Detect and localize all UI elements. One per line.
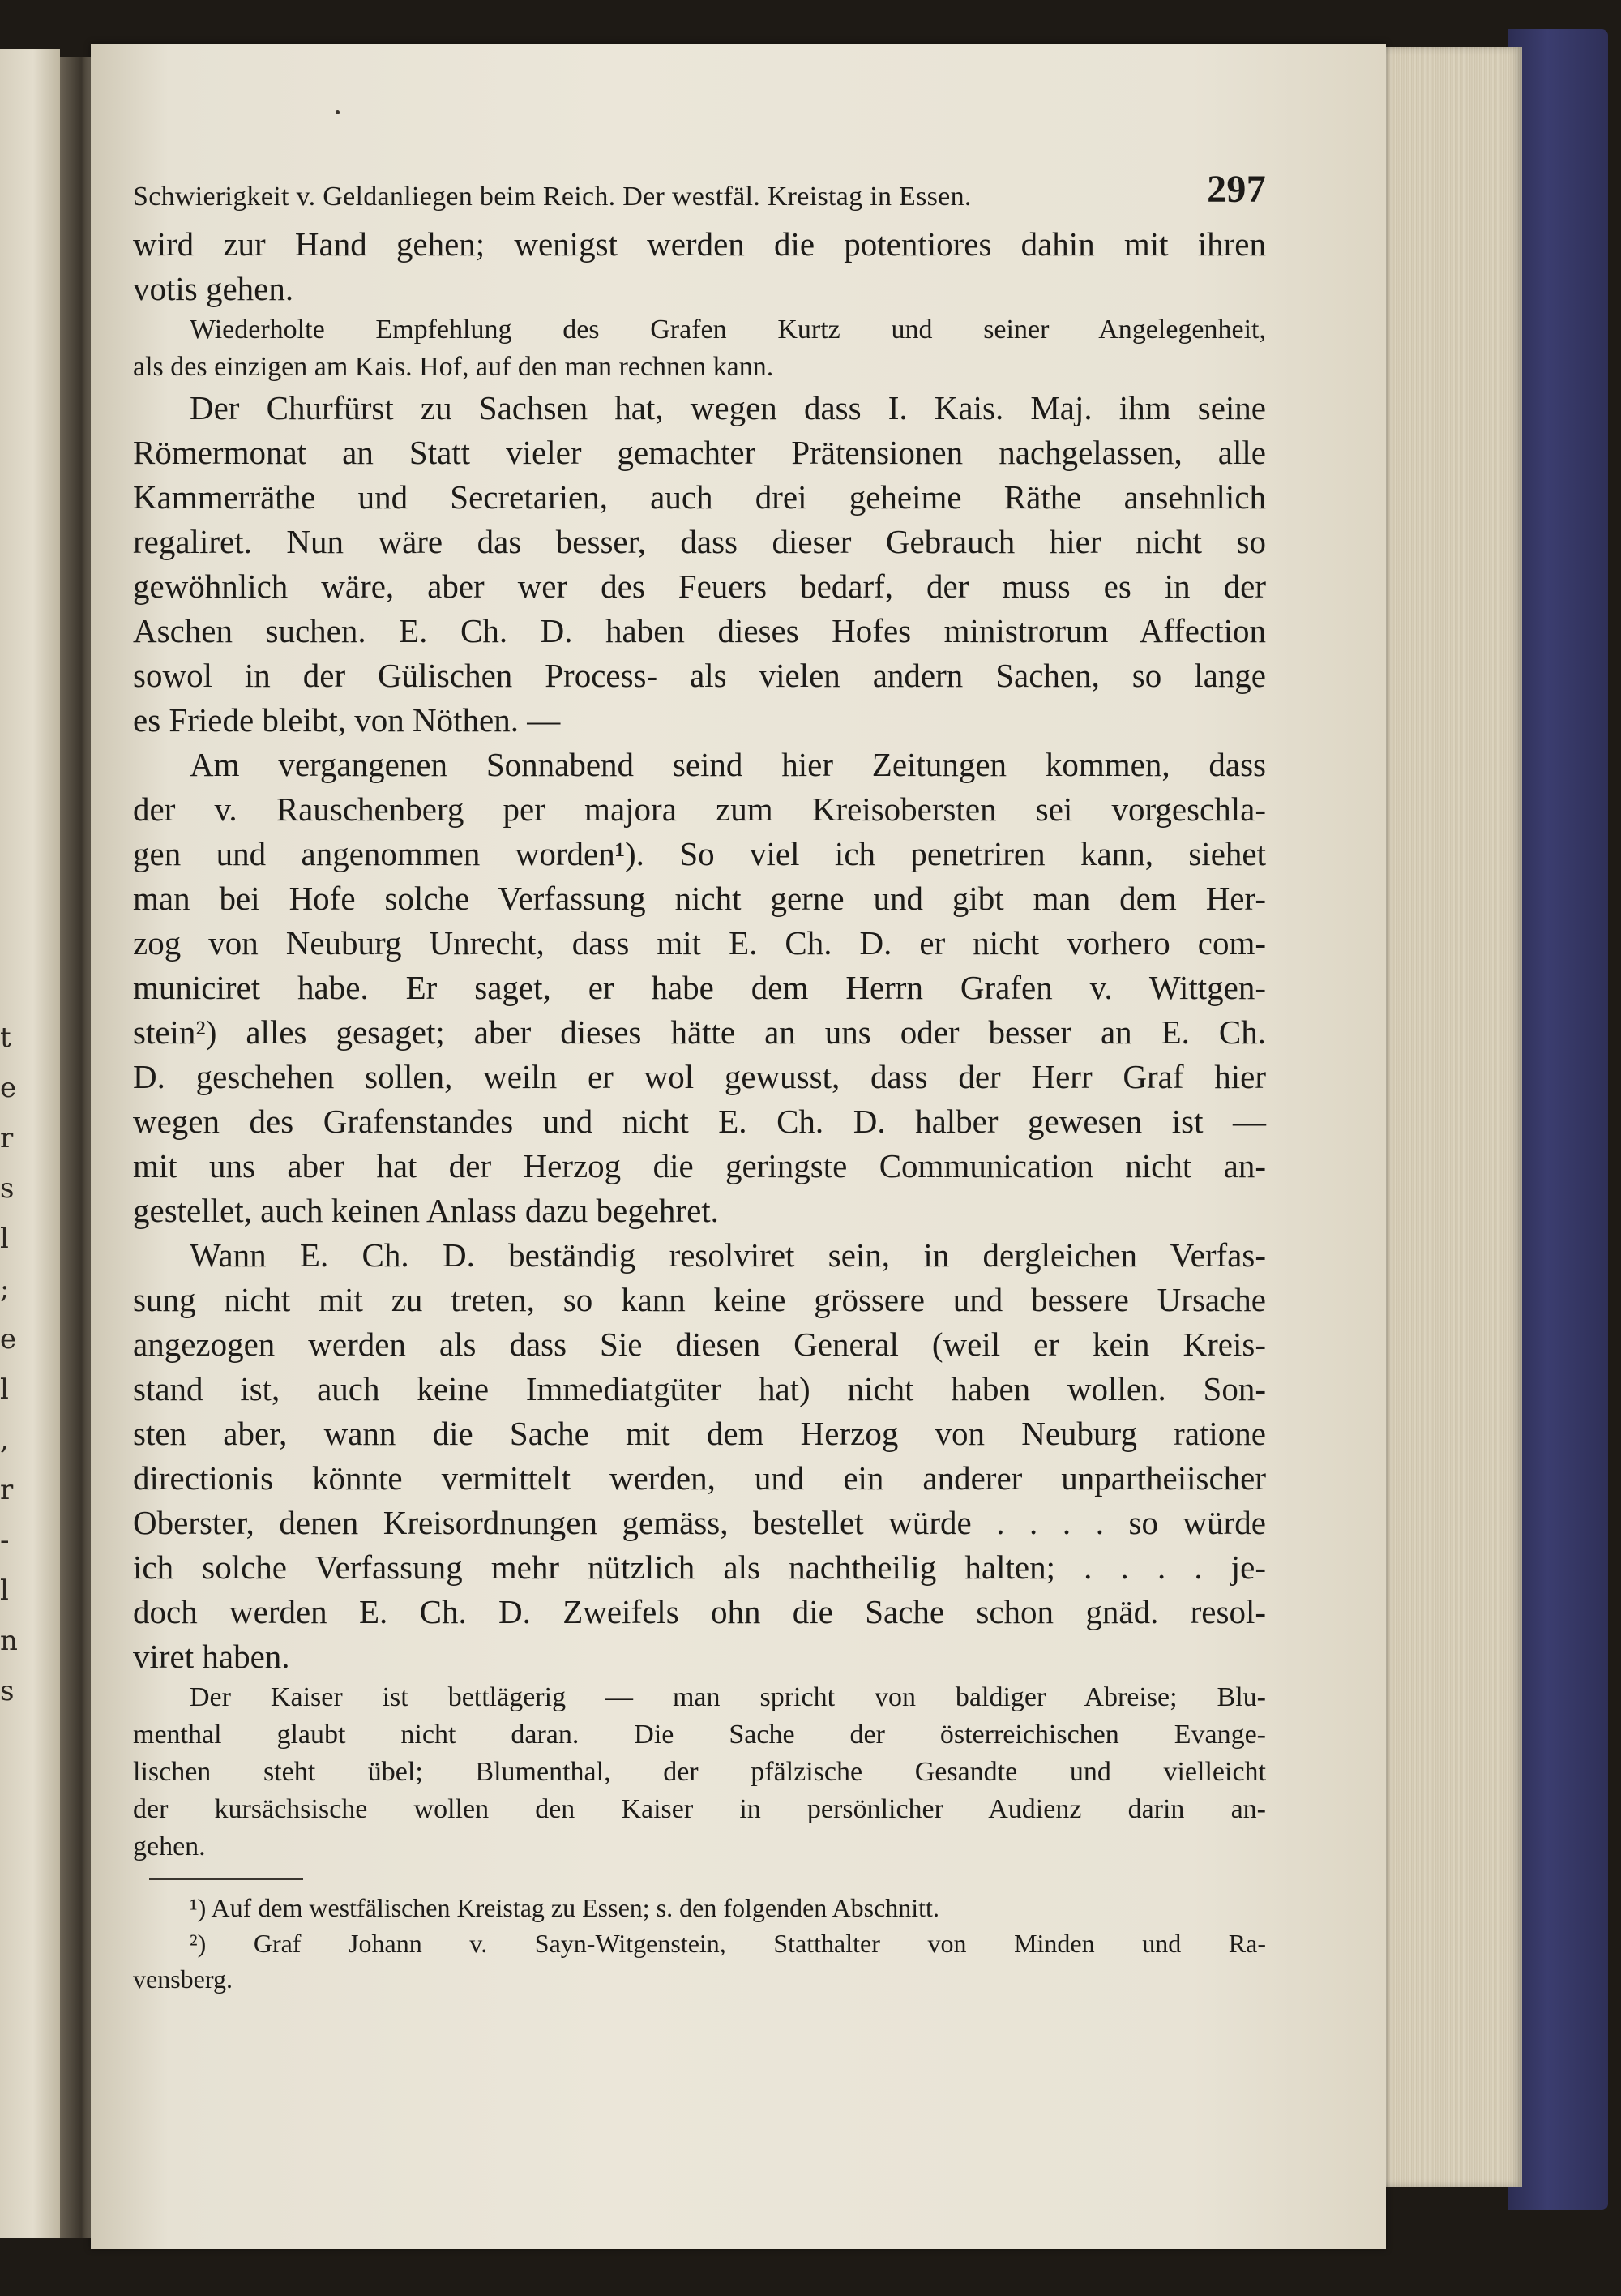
footnote-line: ¹) Auf dem westfälischen Kreistag zu Essen; s. den folgenden Abschnitt. [190,1893,939,1922]
margin-fragment: s [0,1172,15,1205]
text-line: wegen des Grafenstandes und nicht E. Ch. D. halber gewesen ist — [133,1103,1266,1140]
text-line: directionis könnte vermittelt werden, und ein anderer unpartheiischer [133,1459,1266,1497]
text-line: votis gehen. [133,270,294,307]
text-line: sung nicht mit zu treten, so kann keine grössere und bessere Ursache [133,1281,1266,1318]
text-line: zog von Neuburg Unrecht, dass mit E. Ch. D. er nicht vorhero com- [133,924,1266,962]
text-line: Oberster, denen Kreisordnungen gemäss, bestellet würde . . . . so würde [133,1504,1266,1541]
text-line: gen und angenommen worden¹). So viel ich penetriren kann, siehet [133,835,1266,872]
margin-fragment: n [0,1625,18,1657]
margin-fragment: - [0,1524,10,1557]
summary-line: menthal glaubt nicht daran. Die Sache der österreichischen Evange- [133,1720,1266,1750]
summary-line: der kursächsische wollen den Kaiser in persönlicher Audienz darin an- [133,1794,1266,1824]
book-page [91,44,1386,2249]
previous-page-fragments [0,1022,32,2075]
text-line: ich solche Verfassung mehr nützlich als nachtheilig halten; . . . . je- [133,1549,1266,1586]
summary-line: gehen. [133,1831,206,1861]
text-line: Am vergangenen Sonnabend seind hier Zeitungen kommen, dass [190,746,1266,783]
summary-line: als des einzigen am Kais. Hof, auf den man rechnen kann. [133,352,774,382]
margin-fragment: s [0,1675,15,1707]
margin-fragment: l [0,1574,9,1607]
summary-line: Wiederholte Empfehlung des Grafen Kurtz und seiner Angelegenheit, [190,315,1266,345]
text-line: D. geschehen sollen, weiln er wol gewusst, dass der Herr Graf hier [133,1058,1266,1095]
footnote-rule [149,1878,303,1880]
page-number: 297 [1207,168,1266,211]
margin-fragment: t [0,1022,11,1054]
text-line: municiret habe. Er saget, er habe dem Herrn Grafen v. Wittgen- [133,969,1266,1006]
text-line: Wann E. Ch. D. beständig resolviret sein, in dergleichen Verfas- [190,1236,1266,1274]
margin-fragment: , [0,1424,9,1456]
text-line: viret haben. [133,1638,290,1675]
book-cover-edge [1508,29,1608,2210]
text-line: gestellet, auch keinen Anlass dazu begehret. [133,1192,719,1229]
text-line: es Friede bleibt, von Nöthen. — [133,701,561,739]
footnotes [133,1890,1266,1997]
footnote-line: vensberg. [133,1964,233,1994]
margin-fragment: l [0,1223,9,1255]
text-line: wird zur Hand gehen; wenigst werden die potentiores dahin mit ihren [133,225,1266,263]
footnote-line: ²) Graf Johann v. Sayn-Witgenstein, Statthalter von Minden und Ra- [190,1929,1266,1958]
margin-fragment: ; [0,1273,10,1305]
text-line: gewöhnlich wäre, aber wer des Feuers bedarf, der muss es in der [133,568,1266,605]
margin-fragment: r [0,1122,14,1154]
text-line: man bei Hofe solche Verfassung nicht gerne und gibt man dem Her- [133,880,1266,917]
text-line: regaliret. Nun wäre das besser, dass dieser Gebrauch hier nicht so [133,523,1266,560]
margin-fragment: e [0,1323,17,1356]
text-line: sten aber, wann die Sache mit dem Herzog von Neuburg ratione [133,1415,1266,1452]
page-speck [336,110,340,114]
text-line: Der Churfürst zu Sachsen hat, wegen dass I. Kais. Maj. ihm seine [190,389,1266,426]
summary-line: Der Kaiser ist bettlägerig — man spricht von baldiger Abreise; Blu- [190,1682,1266,1712]
text-line: mit uns aber hat der Herzog die geringste Communication nicht an- [133,1147,1266,1184]
text-line: sowol in der Gülischen Process- als vielen andern Sachen, so lange [133,657,1266,694]
page-header [133,165,1266,222]
page-edges [1378,47,1522,2187]
summary-line: lischen steht übel; Blumenthal, der pfälzische Gesandte und vielleicht [133,1757,1266,1787]
text-line: stand ist, auch keine Immediatgüter hat) nicht haben wollen. Son- [133,1370,1266,1407]
page-text [133,165,1266,1997]
margin-fragment: r [0,1474,14,1506]
text-line: angezogen werden als dass Sie diesen General (weil er kein Kreis- [133,1326,1266,1363]
text-line: Kammerräthe und Secretarien, auch drei geheime Räthe ansehnlich [133,478,1266,516]
text-line: Aschen suchen. E. Ch. D. haben dieses Hofes ministrorum Affection [133,612,1266,649]
body-text [133,222,1266,1866]
margin-fragment: l [0,1373,9,1406]
margin-fragment: e [0,1072,17,1104]
text-line: stein²) alles gesaget; aber dieses hätte an uns oder besser an E. Ch. [133,1013,1266,1051]
running-head: Schwierigkeit v. Geldanliegen beim Reich. Der westfäl. Kreistag in Essen. [133,182,972,212]
text-line: der v. Rauschenberg per majora zum Kreisobersten sei vorgeschla- [133,790,1266,828]
text-line: Römermonat an Statt vieler gemachter Prätensionen nachgelassen, alle [133,434,1266,471]
text-line: doch werden E. Ch. D. Zweifels ohn die Sache schon gnäd. resol- [133,1593,1266,1630]
